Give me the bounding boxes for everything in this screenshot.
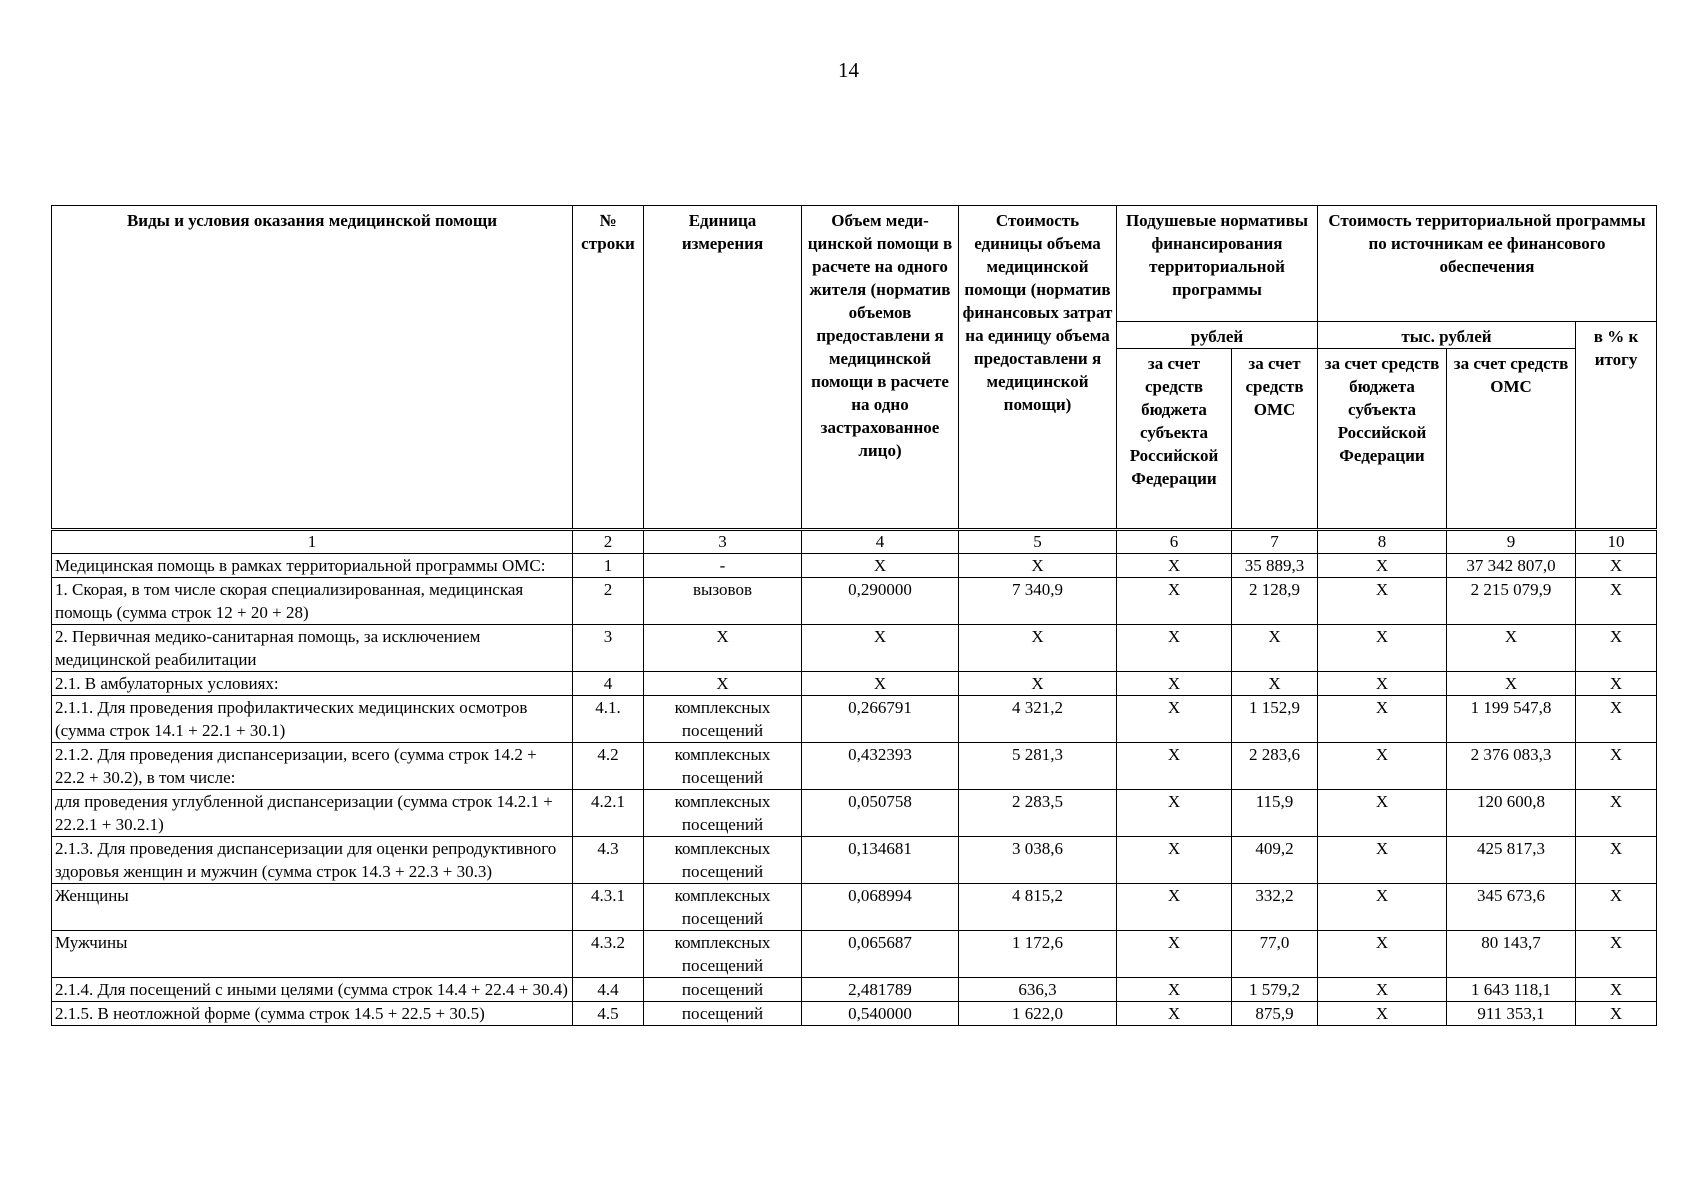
- column-number: 10: [1576, 530, 1657, 554]
- column-number: 4: [802, 530, 959, 554]
- cell-budget-per-capita: X: [1117, 554, 1232, 578]
- cell-oms-per-capita: 2 128,9: [1232, 578, 1318, 625]
- table-row: [52, 790, 1657, 837]
- header-oms-per-capita: за счет средств ОМС: [1232, 349, 1318, 530]
- cell-care-type: 2.1.2. Для проведения диспансеризации, всего (сумма строк 14.2 + 22.2 + 30.2), в том числе:: [52, 743, 573, 790]
- cell-oms-per-capita: 875,9: [1232, 1002, 1318, 1026]
- table-row: [52, 578, 1657, 625]
- cell-unit-cost: 4 815,2: [959, 884, 1117, 931]
- cell-unit: X: [644, 672, 802, 696]
- cell-percent: X: [1576, 884, 1657, 931]
- cell-unit: X: [644, 625, 802, 672]
- cell-unit: комплексных посещений: [644, 696, 802, 743]
- column-number: 7: [1232, 530, 1318, 554]
- cell-unit: комплексных посещений: [644, 790, 802, 837]
- cell-oms-total: 1 199 547,8: [1447, 696, 1576, 743]
- cell-oms-per-capita: 1 579,2: [1232, 978, 1318, 1002]
- cell-oms-total: 425 817,3: [1447, 837, 1576, 884]
- cell-care-type: 2.1.5. В неотложной форме (сумма строк 14.5 + 22.5 + 30.5): [52, 1002, 573, 1026]
- cell-unit: комплексных посещений: [644, 743, 802, 790]
- page-number: 14: [838, 58, 859, 82]
- cell-budget-per-capita: X: [1117, 696, 1232, 743]
- cell-percent: X: [1576, 743, 1657, 790]
- cell-oms-total: X: [1447, 672, 1576, 696]
- cell-budget-per-capita: X: [1117, 884, 1232, 931]
- cell-oms-total: 911 353,1: [1447, 1002, 1576, 1026]
- cell-row-number: 4.2: [573, 743, 644, 790]
- cell-unit: комплексных посещений: [644, 931, 802, 978]
- cell-care-type: Мужчины: [52, 931, 573, 978]
- cell-care-type: 2.1.1. Для проведения профилактических медицинских осмотров (сумма строк 14.1 + 22.1 + 30.1): [52, 696, 573, 743]
- cell-budget-total: X: [1318, 978, 1447, 1002]
- cell-unit-cost: X: [959, 625, 1117, 672]
- cell-budget-total: X: [1318, 1002, 1447, 1026]
- cell-row-number: 3: [573, 625, 644, 672]
- table-row: [52, 884, 1657, 931]
- header-budget-per-capita: за счет средств бюджета субъекта Российской Федерации: [1117, 349, 1232, 530]
- cell-row-number: 4.2.1: [573, 790, 644, 837]
- cell-unit-cost: 4 321,2: [959, 696, 1117, 743]
- table-row: [52, 625, 1657, 672]
- cell-oms-per-capita: 77,0: [1232, 931, 1318, 978]
- cell-oms-total: 1 643 118,1: [1447, 978, 1576, 1002]
- cell-care-type: для проведения углубленной диспансеризации (сумма строк 14.2.1 + 22.2.1 + 30.2.1): [52, 790, 573, 837]
- table-row: [52, 554, 1657, 578]
- cell-unit: вызовов: [644, 578, 802, 625]
- table-row: [52, 837, 1657, 884]
- header-unit: Единица измерения: [644, 206, 802, 530]
- cell-row-number: 2: [573, 578, 644, 625]
- header-row-number: № строки: [573, 206, 644, 530]
- cell-unit-cost: 2 283,5: [959, 790, 1117, 837]
- cell-oms-per-capita: 409,2: [1232, 837, 1318, 884]
- cell-care-type: 2.1.3. Для проведения диспансеризации для оценки репродуктивного здоровья женщин и мужчин (сумма строк 14.3 + 22.3 + 30.3): [52, 837, 573, 884]
- cell-oms-per-capita: 1 152,9: [1232, 696, 1318, 743]
- cell-percent: X: [1576, 790, 1657, 837]
- header-budget-total: за счет средств бюджета субъекта Российской Федерации: [1318, 349, 1447, 530]
- cell-volume: 2,481789: [802, 978, 959, 1002]
- cell-row-number: 4.3: [573, 837, 644, 884]
- cell-budget-per-capita: X: [1117, 931, 1232, 978]
- cell-budget-total: X: [1318, 790, 1447, 837]
- cell-percent: X: [1576, 837, 1657, 884]
- cell-volume: 0,266791: [802, 696, 959, 743]
- cell-oms-total: 2 376 083,3: [1447, 743, 1576, 790]
- cell-oms-total: 120 600,8: [1447, 790, 1576, 837]
- cell-oms-per-capita: 35 889,3: [1232, 554, 1318, 578]
- cell-care-type: 2. Первичная медико-санитарная помощь, за исключением медицинской реабилитации: [52, 625, 573, 672]
- cell-budget-per-capita: X: [1117, 625, 1232, 672]
- cell-budget-per-capita: X: [1117, 837, 1232, 884]
- cell-care-type: 2.1. В амбулаторных условиях:: [52, 672, 573, 696]
- cell-oms-per-capita: 332,2: [1232, 884, 1318, 931]
- cell-oms-total: 2 215 079,9: [1447, 578, 1576, 625]
- cell-care-type: Медицинская помощь в рамках территориальной программы ОМС:: [52, 554, 573, 578]
- cell-oms-total: X: [1447, 625, 1576, 672]
- table-row: [52, 1002, 1657, 1026]
- cell-row-number: 1: [573, 554, 644, 578]
- cell-unit-cost: 636,3: [959, 978, 1117, 1002]
- cell-unit-cost: 3 038,6: [959, 837, 1117, 884]
- cell-volume: 0,540000: [802, 1002, 959, 1026]
- cell-budget-per-capita: X: [1117, 672, 1232, 696]
- table-row: [52, 978, 1657, 1002]
- column-numbers-row: [52, 530, 1657, 554]
- cell-budget-total: X: [1318, 578, 1447, 625]
- cell-oms-total: 80 143,7: [1447, 931, 1576, 978]
- cell-volume: 0,065687: [802, 931, 959, 978]
- cell-budget-per-capita: X: [1117, 978, 1232, 1002]
- column-number: 8: [1318, 530, 1447, 554]
- cell-percent: X: [1576, 1002, 1657, 1026]
- cell-volume: 0,432393: [802, 743, 959, 790]
- header-rubles: рублей: [1117, 322, 1318, 349]
- cell-row-number: 4: [573, 672, 644, 696]
- cell-oms-per-capita: X: [1232, 625, 1318, 672]
- cell-budget-total: X: [1318, 672, 1447, 696]
- header-percent: в % к итогу: [1576, 322, 1657, 530]
- cell-percent: X: [1576, 554, 1657, 578]
- cell-unit: комплексных посещений: [644, 884, 802, 931]
- cell-percent: X: [1576, 672, 1657, 696]
- column-number: 6: [1117, 530, 1232, 554]
- cell-unit-cost: X: [959, 672, 1117, 696]
- table-row: [52, 672, 1657, 696]
- cell-unit: посещений: [644, 1002, 802, 1026]
- cell-unit-cost: X: [959, 554, 1117, 578]
- cell-budget-per-capita: X: [1117, 790, 1232, 837]
- cell-row-number: 4.5: [573, 1002, 644, 1026]
- header-unit-cost: Стоимость единицы объема медицинской помощи (норматив финансовых затрат на единицу объема предоставлени я медицинской помощи): [959, 206, 1117, 530]
- column-number: 9: [1447, 530, 1576, 554]
- cell-budget-total: X: [1318, 743, 1447, 790]
- cell-care-type: 1. Скорая, в том числе скорая специализированная, медицинская помощь (сумма строк 12 + 20 + 28): [52, 578, 573, 625]
- table-header: [52, 206, 1657, 530]
- financing-table: [51, 205, 1657, 1026]
- cell-unit-cost: 1 172,6: [959, 931, 1117, 978]
- table-body: [52, 530, 1657, 1026]
- cell-percent: X: [1576, 696, 1657, 743]
- table-row: [52, 931, 1657, 978]
- cell-unit-cost: 5 281,3: [959, 743, 1117, 790]
- cell-oms-per-capita: X: [1232, 672, 1318, 696]
- cell-row-number: 4.4: [573, 978, 644, 1002]
- cell-volume: 0,134681: [802, 837, 959, 884]
- cell-unit: посещений: [644, 978, 802, 1002]
- header-care-types: Виды и условия оказания медицинской помощи: [52, 206, 573, 530]
- cell-oms-per-capita: 115,9: [1232, 790, 1318, 837]
- cell-budget-total: X: [1318, 931, 1447, 978]
- cell-unit-cost: 1 622,0: [959, 1002, 1117, 1026]
- cell-budget-total: X: [1318, 696, 1447, 743]
- column-number: 2: [573, 530, 644, 554]
- cell-budget-per-capita: X: [1117, 578, 1232, 625]
- cell-row-number: 4.3.1: [573, 884, 644, 931]
- cell-budget-total: X: [1318, 554, 1447, 578]
- header-volume: Объем меди-цинской помощи в расчете на одного жителя (норматив объемов предоставлени я медицинской помощи в расчете на одно застрахованное лицо): [802, 206, 959, 530]
- header-thousand-rubles: тыс. рублей: [1318, 322, 1576, 349]
- cell-unit: -: [644, 554, 802, 578]
- cell-percent: X: [1576, 625, 1657, 672]
- header-program-cost: Стоимость территориальной программы по источникам ее финансового обеспечения: [1318, 206, 1657, 322]
- cell-budget-total: X: [1318, 837, 1447, 884]
- cell-oms-per-capita: 2 283,6: [1232, 743, 1318, 790]
- cell-budget-per-capita: X: [1117, 1002, 1232, 1026]
- cell-care-type: 2.1.4. Для посещений с иными целями (сумма строк 14.4 + 22.4 + 30.4): [52, 978, 573, 1002]
- cell-volume: 0,050758: [802, 790, 959, 837]
- cell-percent: X: [1576, 978, 1657, 1002]
- table-row: [52, 743, 1657, 790]
- cell-volume: X: [802, 625, 959, 672]
- header-oms-total: за счет средств ОМС: [1447, 349, 1576, 530]
- cell-budget-total: X: [1318, 625, 1447, 672]
- cell-unit: комплексных посещений: [644, 837, 802, 884]
- column-number: 3: [644, 530, 802, 554]
- cell-budget-total: X: [1318, 884, 1447, 931]
- cell-volume: X: [802, 672, 959, 696]
- column-number: 1: [52, 530, 573, 554]
- cell-row-number: 4.3.2: [573, 931, 644, 978]
- cell-volume: X: [802, 554, 959, 578]
- cell-volume: 0,068994: [802, 884, 959, 931]
- cell-percent: X: [1576, 578, 1657, 625]
- cell-percent: X: [1576, 931, 1657, 978]
- cell-volume: 0,290000: [802, 578, 959, 625]
- column-number: 5: [959, 530, 1117, 554]
- cell-budget-per-capita: X: [1117, 743, 1232, 790]
- cell-care-type: Женщины: [52, 884, 573, 931]
- cell-oms-total: 345 673,6: [1447, 884, 1576, 931]
- cell-unit-cost: 7 340,9: [959, 578, 1117, 625]
- header-per-capita: Подушевые нормативы финансирования территориальной программы: [1117, 206, 1318, 322]
- cell-oms-total: 37 342 807,0: [1447, 554, 1576, 578]
- cell-row-number: 4.1.: [573, 696, 644, 743]
- table-row: [52, 696, 1657, 743]
